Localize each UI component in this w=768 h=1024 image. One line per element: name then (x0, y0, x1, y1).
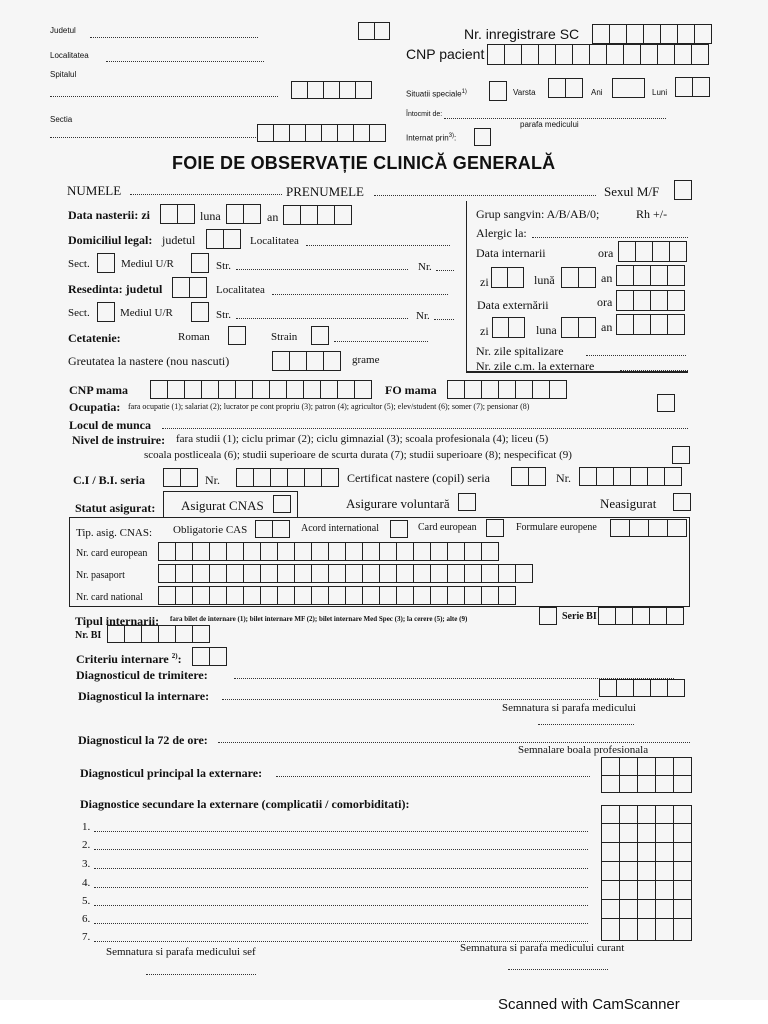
label-ocupatia: Ocupatia: (69, 400, 121, 414)
label-situatii-speciale: Situatii speciale$^{1)}$ (406, 89, 467, 99)
label-serie-bi: Serie BI (562, 611, 597, 622)
label-nr-inregistrare: Nr. inregistrare SC (464, 26, 580, 42)
label-sect-dom: Sect. (68, 258, 90, 270)
label-an-int: an (601, 271, 613, 285)
label-criteriu: Criteriu internare $^{2)}$: (76, 652, 182, 666)
text-tipul-optiuni: fara bilet de internare (1); bilet internare MF (2); bilet internare Med Spec (3); la cerere (5); alte (9) (170, 615, 468, 623)
label-formulare: Formulare europene (516, 522, 597, 533)
box-fo-mama[interactable] (448, 380, 567, 399)
label-parafa-medicului: parafa medicului (520, 120, 579, 129)
label-diagnostice-secundare: Diagnostice secundare la externare (complicatii / comorbiditati): (80, 797, 410, 811)
box-nr-pasaport[interactable] (159, 564, 533, 583)
box-certificat-nr[interactable] (580, 467, 682, 486)
label-semnatura-parafa: Semnatura si parafa medicului (502, 702, 637, 714)
box-strain[interactable] (311, 326, 329, 345)
list-item-label: 3. (82, 858, 91, 870)
label-strain: Strain (271, 331, 298, 343)
box-acord[interactable] (390, 520, 408, 538)
box-nr-bi[interactable] (108, 625, 210, 643)
box-cnp-pacient[interactable] (488, 44, 709, 65)
label-internat-prin: Internat prin$^{3)}$: (406, 133, 457, 143)
label-nr-res: Nr. (416, 310, 430, 322)
field-localitatea-dom[interactable] (306, 245, 450, 246)
page-title: FOIE DE OBSERVAȚIE CLINICĂ GENERALĂ (172, 153, 556, 173)
label-sectia: Sectia (50, 115, 73, 124)
label-cnp-mama: CNP mama (69, 383, 128, 397)
box-sectia-code[interactable] (258, 124, 386, 142)
box-sexul[interactable] (674, 180, 692, 200)
box-tipul-internarii[interactable] (539, 607, 557, 625)
label-roman: Roman (178, 331, 210, 343)
field-semnatura-parafa[interactable] (538, 724, 634, 725)
text-nivel-line2: scoala postliceala (6); studii superioare de scurta durata (7); studii superioare (8); nespecificat (9) (144, 449, 572, 461)
label-sect-res: Sect. (68, 307, 90, 319)
label-ani: Ani (591, 88, 603, 97)
label-nr-zile-spitalizare: Nr. zile spitalizare (476, 344, 564, 358)
label-diagnostic-72: Diagnosticul la 72 de ore: (78, 733, 208, 747)
label-str-dom: Str. (216, 260, 231, 272)
label-nr-card-european: Nr. card european (76, 548, 148, 559)
label-judetul: Judetul (50, 26, 76, 35)
list-item-label: 7. (82, 931, 91, 943)
field-semnatura-curant[interactable] (508, 969, 608, 970)
label-certificat: Certificat nastere (copil) seria (347, 471, 490, 485)
text-nivel-line1: fara studii (1); ciclu primar (2); ciclu gimnazial (3); scoala profesionala (4); liceu (5) (176, 433, 549, 445)
label-prenumele: PRENUMELE (286, 184, 364, 199)
label-statut-asigurat: Statut asigurat: (75, 501, 156, 515)
field-numele[interactable] (130, 194, 282, 195)
list-item-field[interactable] (94, 849, 588, 850)
box-neasigurat[interactable] (673, 493, 691, 511)
field-nr-dom[interactable] (436, 270, 454, 271)
box-ani[interactable] (612, 78, 645, 98)
label-nr-zile-cm: Nr. zile c.m. la externare (476, 359, 595, 373)
box-formulare[interactable] (611, 519, 687, 537)
field-spitalul[interactable] (50, 96, 278, 97)
label-grup-sangvin: Grup sangvin: A/B/AB/0; (476, 207, 600, 221)
field-diagnostic-principal[interactable] (276, 776, 590, 777)
box-ora-externare[interactable] (617, 290, 685, 311)
label-str-res: Str. (216, 309, 231, 321)
box-spitalul-code[interactable] (292, 81, 372, 99)
box-sect-res[interactable] (97, 302, 115, 322)
box-ci-seria[interactable] (164, 468, 198, 487)
label-locul-de-munca: Locul de munca (69, 418, 152, 432)
label-nr-bi: Nr. BI (75, 630, 102, 641)
label-spitalul: Spitalul (50, 70, 77, 79)
box-nr-card-european[interactable] (159, 542, 499, 561)
scanner-watermark: Scanned with CamScanner (498, 996, 680, 1013)
label-nr-card-national: Nr. card national (76, 592, 143, 603)
field-locul-de-munca[interactable] (162, 428, 688, 429)
label-rh: Rh +/- (636, 207, 668, 221)
label-localitatea-res: Localitatea (216, 284, 265, 296)
box-nivel-instruire[interactable] (672, 446, 690, 464)
label-asigurat-cnas: Asigurat CNAS (181, 498, 264, 513)
box-luni[interactable] (676, 77, 710, 97)
label-localitatea-dom: Localitatea (250, 235, 299, 247)
box-an-externare[interactable] (617, 314, 685, 335)
label-card-european: Card european (418, 522, 477, 533)
list-item-label: 5. (82, 895, 91, 907)
box-zi-externare[interactable] (493, 317, 525, 338)
label-data-externarii: Data externării (477, 298, 549, 312)
box-sect-dom[interactable] (97, 253, 115, 273)
box-luna-internare[interactable] (562, 267, 596, 288)
label-diagnostic-principal: Diagnosticul principal la externare: (80, 766, 263, 780)
label-ora-ext: ora (597, 295, 613, 309)
box-nr-inregistrare[interactable] (593, 24, 712, 44)
field-str-res[interactable] (236, 318, 408, 319)
label-luna: luna (200, 209, 221, 223)
label-domiciliul: Domiciliul legal: (68, 233, 153, 247)
list-item-field[interactable] (94, 887, 588, 888)
label-greutatea: Greutatea la nastere (nou nascuti) (68, 354, 230, 368)
box-certificat-seria[interactable] (512, 467, 546, 486)
label-semnalare: Semnalare boala profesionala (518, 744, 649, 756)
label-diagnostic-internare: Diagnosticul la internare: (78, 689, 210, 703)
box-domiciliu-judet[interactable] (207, 229, 241, 249)
label-an: an (267, 210, 279, 224)
field-diagnostic-internare[interactable] (222, 699, 598, 700)
field-localitatea-res[interactable] (272, 294, 448, 295)
box-nastere-zi[interactable] (161, 204, 195, 224)
box-criteriu[interactable] (193, 647, 227, 666)
field-semnatura-sef[interactable] (146, 974, 256, 975)
list-item-field[interactable] (94, 923, 588, 924)
box-ora-internare[interactable] (619, 241, 687, 262)
label-cetatenie: Cetatenie: (68, 331, 121, 345)
label-data-nasterii: Data nasterii: zi (68, 208, 150, 222)
list-item-label: 6. (82, 913, 91, 925)
label-semnatura-curant: Semnatura si parafa medicului curant (460, 942, 625, 954)
box-asigurat-cnas[interactable] (273, 495, 291, 513)
field-diagnostic-72[interactable] (218, 742, 690, 743)
box-luna-externare[interactable] (562, 317, 596, 338)
label-numele: NUMELE (67, 183, 122, 198)
box-mediul-res[interactable] (191, 302, 209, 322)
label-judetul-dom: judetul (162, 233, 196, 247)
label-acord: Acord international (301, 523, 380, 534)
label-tipul-internarii: Tipul internarii: (75, 614, 160, 628)
label-localitatea: Localitatea (50, 51, 89, 60)
label-mediul-res: Mediul U/R (120, 307, 173, 319)
box-obligatorie[interactable] (256, 520, 290, 538)
label-nr-pasaport: Nr. pasaport (76, 570, 125, 581)
box-diagnostic-internare[interactable] (600, 679, 685, 697)
text-ocupatia-optiuni: fara ocupatie (1); salariat (2); lucrator pe cont propriu (3); patron (4); agricultor (5); elev/student (6); somer (7); pensionar (8) (128, 402, 530, 411)
field-nr-res[interactable] (434, 319, 454, 320)
field-alergic[interactable] (532, 237, 688, 238)
label-neasigurat: Neasigurat (600, 496, 657, 511)
label-ora-int: ora (598, 246, 614, 260)
box-mediul-dom[interactable] (191, 253, 209, 273)
field-strain[interactable] (334, 341, 428, 342)
field-judetul[interactable] (90, 37, 258, 38)
box-roman[interactable] (228, 326, 246, 345)
label-resedinta: Resedinta: judetul (68, 282, 163, 296)
box-asigurare-voluntara[interactable] (458, 493, 476, 511)
label-nr-dom: Nr. (418, 261, 432, 273)
list-item-label: 4. (82, 877, 91, 889)
list-item-field[interactable] (94, 868, 588, 869)
list-item-label: 1. (82, 821, 91, 833)
box-varsta[interactable] (549, 78, 583, 98)
box-ci-nr[interactable] (237, 468, 339, 487)
box-diagnostice-secundare[interactable] (601, 805, 692, 941)
box-serie-bi[interactable] (599, 607, 684, 625)
box-cnp-mama[interactable] (151, 380, 372, 399)
label-zi-ext: zi (480, 324, 489, 338)
box-nastere-an[interactable] (284, 205, 352, 225)
field-sectia[interactable] (50, 137, 256, 138)
label-ci-nr: Nr. (205, 473, 220, 487)
field-nr-zile-cm[interactable] (620, 370, 688, 371)
field-str-dom[interactable] (236, 269, 408, 270)
label-mediul-dom: Mediul U/R (121, 258, 174, 270)
label-sexul: Sexul M/F (604, 184, 660, 199)
label-an-ext: an (601, 320, 613, 334)
label-cnp-pacient: CNP pacient (406, 46, 485, 62)
label-certificat-nr: Nr. (556, 471, 571, 485)
box-internat-prin[interactable] (474, 128, 491, 146)
label-diagnostic-trimitere: Diagnosticul de trimitere: (76, 668, 208, 682)
label-intocmit-de: Întocmit de: (406, 111, 443, 118)
box-an-internare[interactable] (617, 265, 685, 286)
label-semnatura-sef: Semnatura si parafa medicului sef (106, 946, 256, 958)
box-zi-internare[interactable] (492, 267, 524, 288)
label-varsta: Varsta (513, 88, 536, 97)
box-nr-card-national[interactable] (159, 586, 516, 605)
label-zi-int: zi (480, 275, 489, 289)
label-grame: grame (352, 354, 380, 366)
label-tip-asig: Tip. asig. CNAS: (76, 527, 153, 539)
field-localitatea[interactable] (106, 61, 264, 62)
label-alergic: Alergic la: (476, 226, 527, 240)
label-fo-mama: FO mama (385, 383, 437, 397)
label-luna-int: lună (534, 273, 555, 287)
field-nr-zile-spitalizare[interactable] (586, 355, 686, 356)
list-item-field[interactable] (94, 831, 588, 832)
box-card-european[interactable] (486, 519, 504, 537)
label-luni: Luni (652, 88, 668, 97)
box-greutatea[interactable] (273, 351, 341, 371)
box-ocupatia[interactable] (657, 394, 675, 412)
field-prenumele[interactable] (374, 195, 596, 196)
label-luna-ext: luna (536, 323, 557, 337)
panel-divider (466, 201, 467, 371)
label-obligatorie: Obligatorie CAS (173, 524, 248, 536)
box-situatii-speciale[interactable] (489, 81, 507, 101)
label-nivel-instruire: Nivel de instruire: (72, 433, 166, 447)
label-asigurare-voluntara: Asigurare voluntară (346, 496, 450, 511)
list-item-field[interactable] (94, 905, 588, 906)
box-resedinta-judet[interactable] (173, 277, 207, 298)
label-ci-bi: C.I / B.I. seria (73, 473, 145, 487)
list-item-label: 2. (82, 839, 91, 851)
label-data-internarii: Data internarii (476, 246, 546, 260)
field-intocmit-de[interactable] (444, 118, 666, 119)
box-nastere-luna[interactable] (227, 204, 261, 224)
